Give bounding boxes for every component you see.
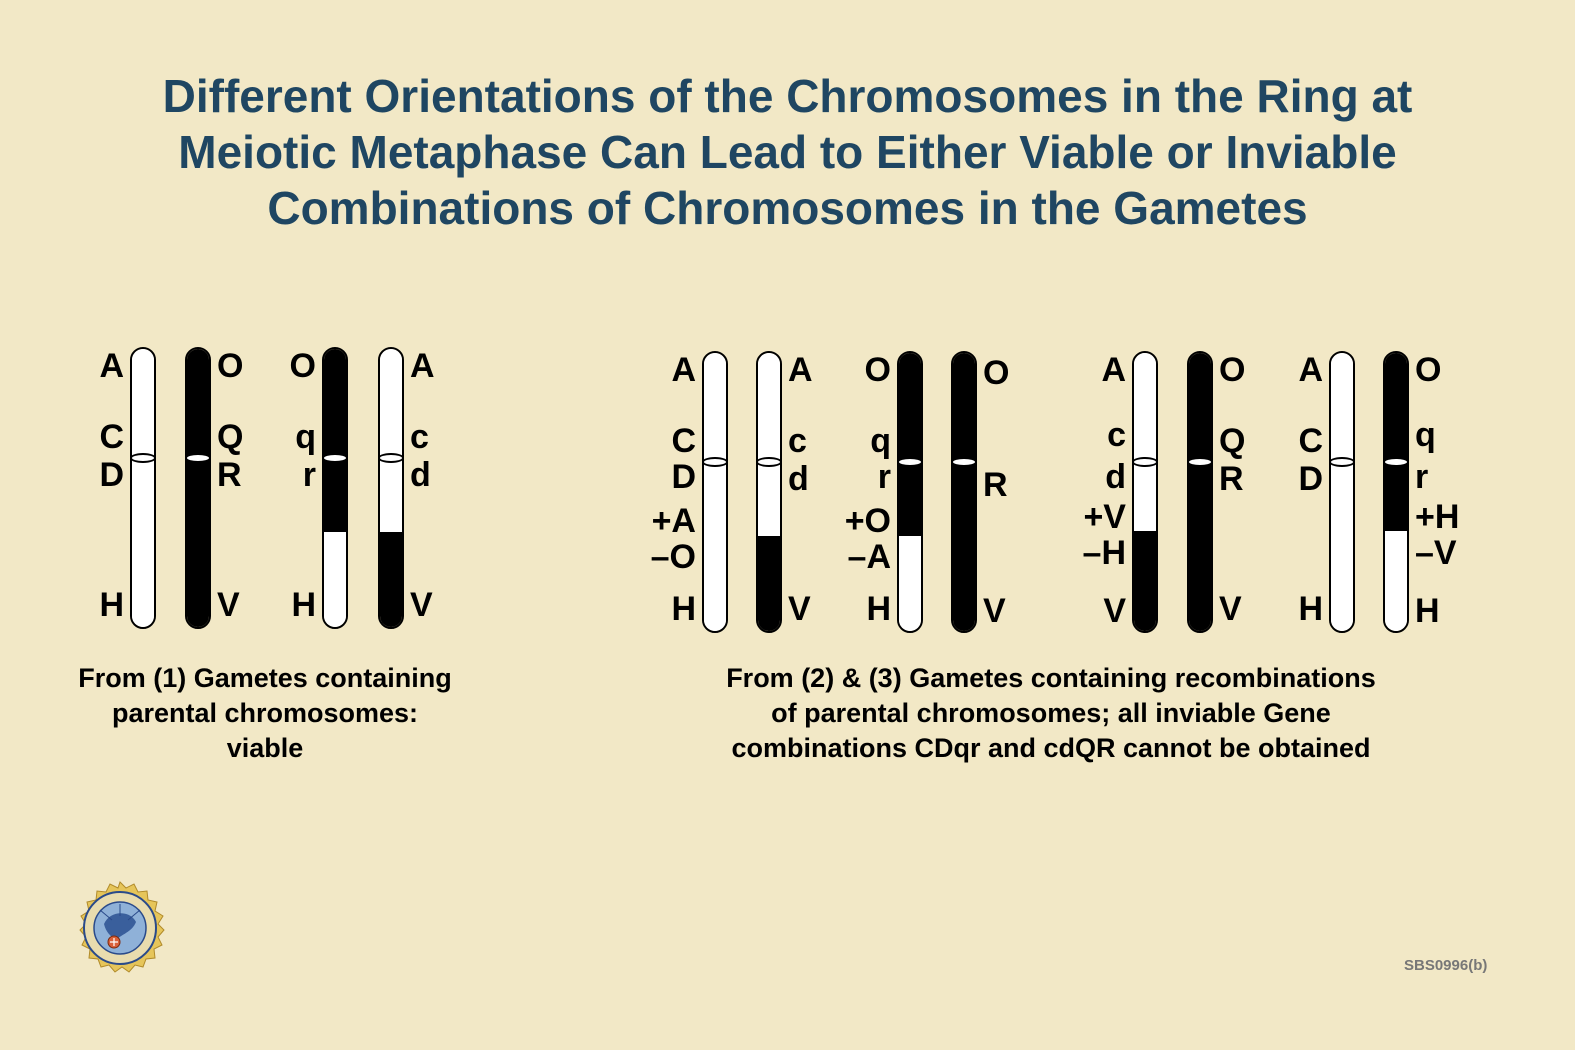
gene-label: q [1415, 416, 1436, 454]
gene-label: A [99, 347, 124, 385]
gene-label: D [1298, 460, 1323, 498]
chromosome-band [953, 353, 975, 631]
centromere [185, 453, 211, 463]
gene-label: O [864, 351, 891, 389]
gene-label: H [1415, 592, 1440, 630]
gene-label: R [983, 466, 1008, 504]
centromere [130, 453, 156, 463]
gene-label: H [671, 590, 696, 628]
gene-label: A [410, 347, 435, 385]
gene-label: c [1107, 416, 1126, 454]
gene-label: A [671, 351, 696, 389]
slide-title [0, 68, 1575, 236]
gene-label: V [983, 592, 1006, 630]
gene-label: r [302, 456, 316, 494]
centromere [951, 457, 977, 467]
centromere [702, 457, 728, 467]
chromosome-band [324, 349, 346, 532]
gene-label: A [1298, 351, 1323, 389]
chromosome-band [1189, 353, 1211, 631]
gene-label: +V [1083, 498, 1126, 536]
gene-label: Q [217, 418, 244, 456]
gene-label: R [217, 456, 242, 494]
gene-label: V [788, 590, 811, 628]
chromosome-2-3 [897, 351, 923, 633]
gene-label: r [1415, 458, 1429, 496]
caption-parental-line-3: viable [226, 733, 304, 763]
chromosome-2-7 [1329, 351, 1355, 633]
gene-label: V [1103, 592, 1126, 630]
gene-label: H [99, 586, 124, 624]
chromosome-band [132, 349, 154, 627]
chromosome-2-6 [1187, 351, 1213, 633]
gene-label: V [1219, 590, 1242, 628]
chromosome-band [899, 353, 921, 536]
gene-label: H [291, 586, 316, 624]
chromosome-band [187, 349, 209, 627]
gene-label: d [410, 456, 431, 494]
chromosome-2-5 [1132, 351, 1158, 633]
title-line-3: Combinations of Chromosomes in the Gametes [267, 182, 1308, 234]
gene-label: –A [847, 538, 891, 576]
gene-label: +H [1415, 498, 1460, 536]
gene-label: d [788, 460, 809, 498]
gene-label: D [99, 456, 124, 494]
chromosome-band [324, 532, 346, 627]
gene-label: H [866, 590, 891, 628]
gene-label: O [1415, 351, 1442, 389]
gene-label: –V [1415, 534, 1457, 572]
centromere [1383, 457, 1409, 467]
centromere [1329, 457, 1355, 467]
gene-label: r [877, 458, 891, 496]
university-seal-logo [72, 880, 168, 976]
centromere [1132, 457, 1158, 467]
gene-label: c [788, 422, 807, 460]
gene-label: q [870, 422, 891, 460]
caption-recombination [680, 661, 1422, 766]
caption-recombination-line-2: of parental chromosomes; all inviable Gene [771, 698, 1331, 728]
chromosome-band [899, 536, 921, 631]
chromosome-band [704, 353, 726, 631]
gene-label: +A [651, 502, 696, 540]
centromere [756, 457, 782, 467]
chromosome-band [1134, 531, 1156, 631]
chromosome-band [380, 349, 402, 532]
caption-parental [60, 661, 470, 766]
caption-parental-line-2: parental chromosomes: [111, 698, 419, 728]
chromosome-band [380, 532, 402, 627]
gene-label: C [1298, 422, 1323, 460]
title-line-1: Different Orientations of the Chromosomes in the Ring at [162, 70, 1413, 122]
chromosome-1-4 [378, 347, 404, 629]
gene-label: O [983, 354, 1010, 392]
chromosome-2-8 [1383, 351, 1409, 633]
centromere [897, 457, 923, 467]
gene-label: C [671, 422, 696, 460]
gene-label: A [1101, 351, 1126, 389]
centromere [1187, 457, 1213, 467]
chromosome-band [758, 536, 780, 631]
title-line-2: Meiotic Metaphase Can Lead to Either Viable or Inviable [178, 126, 1397, 178]
chromosome-2-1 [702, 351, 728, 633]
gene-label: D [671, 458, 696, 496]
gene-label: R [1219, 460, 1244, 498]
gene-label: –O [650, 538, 696, 576]
gene-label: O [1219, 351, 1246, 389]
chromosome-band [1385, 531, 1407, 631]
caption-parental-line-1: From (1) Gametes containing [78, 663, 452, 693]
gene-label: Q [1219, 422, 1246, 460]
chromosome-band [1331, 353, 1353, 631]
gene-label: +O [844, 502, 891, 540]
gene-label: –H [1082, 534, 1126, 572]
centromere [322, 453, 348, 463]
chromosome-1-1 [130, 347, 156, 629]
chromosome-2-2 [756, 351, 782, 633]
chromosome-2-4 [951, 351, 977, 633]
gene-label: c [410, 418, 429, 456]
gene-label: O [217, 347, 244, 385]
gene-label: V [217, 586, 240, 624]
chromosome-band [758, 353, 780, 536]
chromosome-band [1134, 353, 1156, 531]
gene-label: C [99, 418, 124, 456]
gene-label: q [295, 418, 316, 456]
centromere [378, 453, 404, 463]
chromosome-1-3 [322, 347, 348, 629]
gene-label: V [410, 586, 433, 624]
gene-label: H [1298, 590, 1323, 628]
slide-code: SBS0996(b) [1404, 957, 1488, 974]
chromosome-1-2 [185, 347, 211, 629]
caption-recombination-line-3: combinations CDqr and cdQR cannot be obtained [731, 733, 1371, 763]
gene-label: d [1105, 458, 1126, 496]
chromosome-band [1385, 353, 1407, 531]
caption-recombination-line-1: From (2) & (3) Gametes containing recombinations [726, 663, 1376, 693]
gene-label: A [788, 351, 813, 389]
gene-label: O [289, 347, 316, 385]
